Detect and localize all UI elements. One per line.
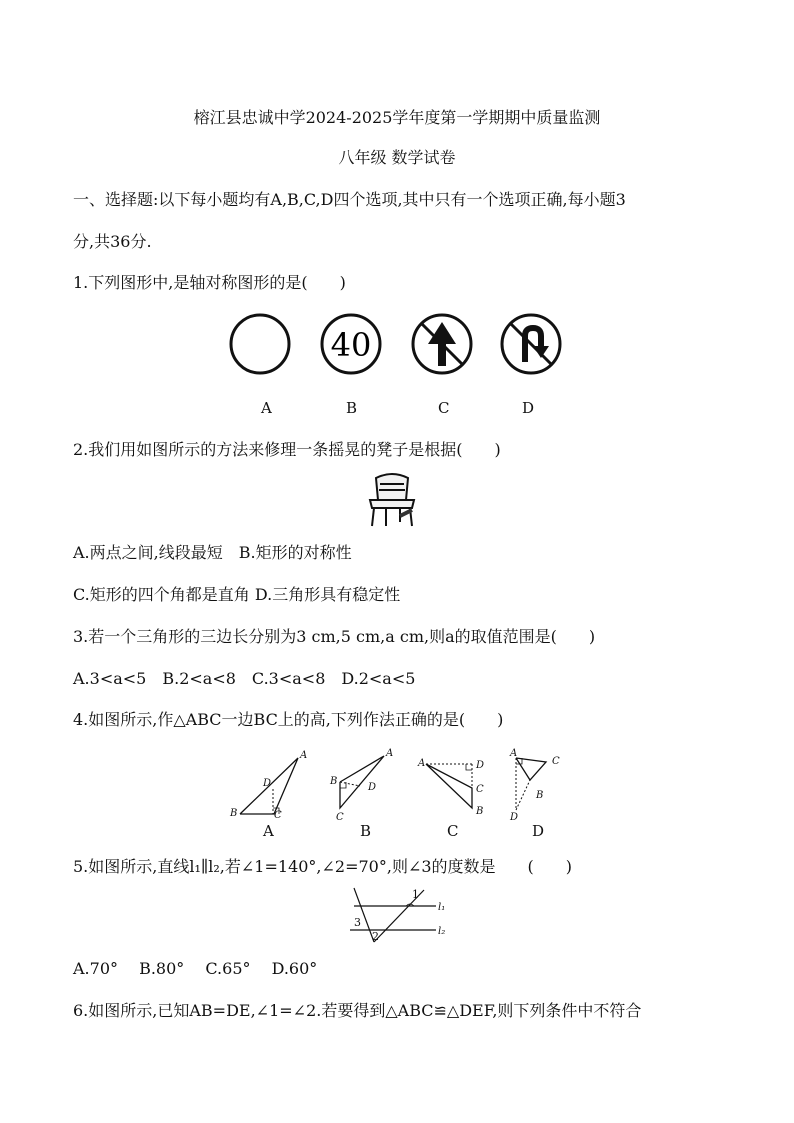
angle-3-label: 3: [354, 916, 361, 929]
question-2-stem: 2.我们用如图所示的方法来修理一条摇晃的凳子是根据( ): [73, 440, 501, 459]
page-title: 榕江县忠诚中学2024-2025学年度第一学期期中质量监测: [193, 108, 601, 127]
svg-text:D: D: [476, 760, 485, 771]
question-6-stem: 6.如图所示,已知AB=DE,∠1=∠2.若要得到△ABC≌△DEF,则下列条件中不符合: [73, 1001, 642, 1020]
q4-label-c: C: [447, 822, 459, 840]
question-3-stem: 3.若一个三角形的三边长分别为3 cm,5 cm,a cm,则a的取值范围是( ): [73, 627, 596, 646]
question-5-options: A.70° B.80° C.65° D.60°: [73, 959, 318, 978]
q1-label-a: A: [261, 399, 272, 417]
q4-label-a: A: [263, 822, 274, 840]
q4-figure-d: [509, 748, 560, 823]
q1-traffic-signs-figure: [225, 312, 565, 378]
question-3-options: A.3<a<5 B.2<a<8 C.3<a<8 D.2<a<5: [73, 669, 416, 688]
q5-parallel-lines-figure: [340, 884, 460, 946]
line-l2-label: l₂: [438, 926, 446, 937]
svg-text:C: C: [476, 784, 484, 795]
q1-label-b: B: [346, 399, 358, 417]
section-intro-line2: 分,共36分.: [73, 232, 152, 251]
svg-text:C: C: [274, 810, 282, 821]
q1-label-c: C: [438, 399, 450, 417]
sign-a-circle: [231, 315, 289, 373]
svg-text:D: D: [368, 782, 377, 793]
q4-figure-b: [329, 748, 393, 823]
line-l1-label: l₁: [438, 902, 446, 913]
svg-text:D: D: [263, 778, 272, 789]
angle-2-label: 2: [372, 930, 379, 943]
question-2-options-line2: C.矩形的四个角都是直角 D.三角形具有稳定性: [73, 585, 401, 604]
question-2-options-line1: A.两点之间,线段最短 B.矩形的对称性: [73, 543, 352, 562]
svg-text:A: A: [386, 748, 394, 759]
svg-text:B: B: [476, 806, 484, 817]
svg-text:A: A: [300, 750, 308, 761]
question-4-stem: 4.如图所示,作△ABC一边BC上的高,下列作法正确的是( ): [73, 710, 504, 729]
q1-label-d: D: [522, 399, 535, 417]
q2-stool-figure: [364, 470, 420, 528]
q4-label-b: B: [360, 822, 372, 840]
page-subtitle: 八年级 数学试卷: [338, 148, 456, 167]
section-intro-line1: 一、选择题:以下每小题均有A,B,C,D四个选项,其中只有一个选项正确,每小题3: [73, 190, 626, 209]
sign-d-no-uturn-icon: [502, 315, 560, 373]
svg-text:C: C: [552, 756, 560, 767]
svg-text:D: D: [510, 812, 519, 823]
angle-1-label: 1: [412, 888, 419, 901]
question-1-stem: 1.下列图形中,是轴对称图形的是( ): [73, 273, 346, 292]
svg-text:B: B: [330, 776, 338, 787]
q4-figure-c: [417, 758, 484, 817]
svg-text:A: A: [418, 758, 426, 769]
stool-icon: [370, 474, 414, 526]
sign-c-no-straight-icon: [413, 315, 471, 373]
q4-label-d: D: [532, 822, 545, 840]
sign-b-number: 40: [330, 326, 372, 364]
svg-text:B: B: [230, 808, 238, 819]
q4-altitude-figures: [226, 744, 576, 826]
svg-text:A: A: [510, 748, 518, 759]
svg-text:B: B: [536, 790, 544, 801]
question-5-stem: 5.如图所示,直线l₁∥l₂,若∠1=140°,∠2=70°,则∠3的度数是 ( ): [73, 857, 573, 876]
svg-text:C: C: [336, 812, 344, 823]
q4-figure-a: [229, 750, 307, 821]
